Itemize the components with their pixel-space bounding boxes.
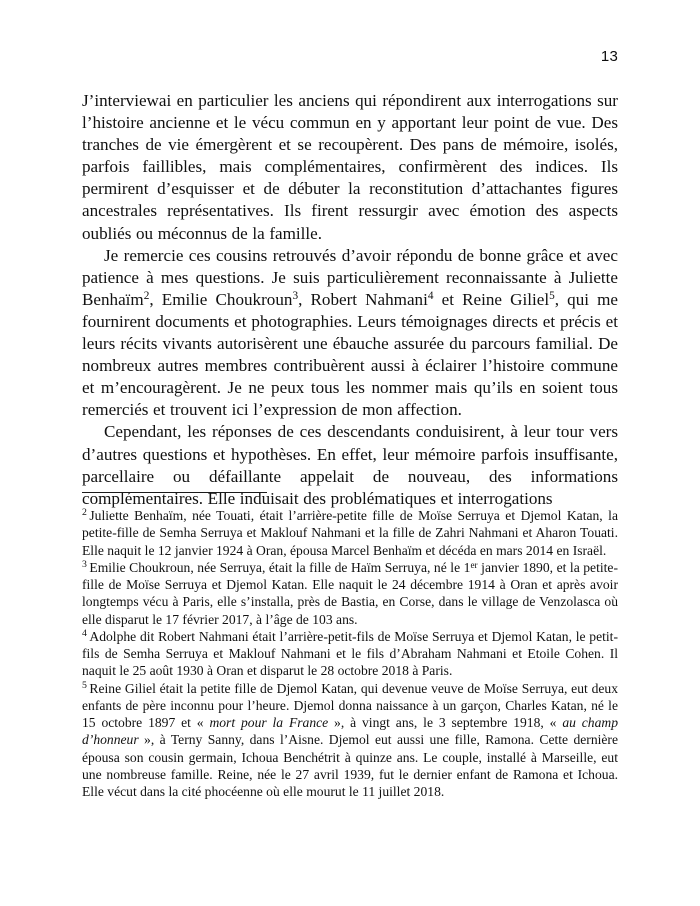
footnote-area [82, 492, 618, 800]
paragraph-cependant: Cependant, les réponses de ces descendants conduisirent, à leur tour vers d’autres questions et hypothèses. En effet, leur mémoire parfois insuffisante, parcellaire ou défaillante appelait de nouveau, des informations complémentaires. Elle induisait des problématiques et interrogations [82, 422, 618, 508]
italic-phrase: au champ d’honneur [82, 715, 619, 748]
paragraph-interview: J’interviewai en particulier les anciens qui répondirent aux interrogations sur l’histoire ancienne et le vécu commun en y apportant leur point de vue. Des tranches de vie émergèrent et se recoupèrent. Des pans de mémoire, isolés, parfois faillibles, mais complémentaires, confirmèrent des indices. Ils permirent d’esquisser et de débuter la reconstitution d’attachantes figures ancestrales représentatives. Ils firent ressurgir avec émotion des aspects oubliés ou méconnus de la famille. [82, 91, 618, 243]
footnote-marker: 2 [82, 507, 87, 519]
page-number: 13 [600, 48, 618, 65]
footnote-3: $^3$ Emilie Choukroun, née Serruya, était la fille de Haïm Serruya, né le 1er janvier 1890, et la petite-fille de Moïse Serruya et Djemol Katan. Elle naquit le 24 décembre 1914 à Oran et après avoir longtemps vécu à Paris, elle s’installa, près de Bastia, en Corse, dans le village de Venzolasca où elle disparut le 17 février 2017, à l’âge de 103 ans. [82, 559, 618, 627]
footnote-reference[interactable]: 3 [292, 289, 299, 302]
footnote-reference[interactable]: 4 [427, 289, 434, 302]
footnote-marker: 4 [82, 628, 87, 640]
ordinal-suffix: er [470, 559, 478, 570]
footnote-5: $^5$ Reine Giliel était la petite fille de Djemol Katan, qui devenue veuve de Moïse Serruya, eut deux enfants de père inconnu pour l’heure. Djemol donna naissance à un garçon, Charles Katan, né le 15 octobre 1897 et « mort pour la France », à vingt ans, le 3 septembre 1918, « au champ d’honneur », à Terny Sanny, dans l’Aisne. Djemol eut aussi une fille, Ramona. Cette dernière épousa son cousin germain, Ichoua Benchétrit à quinze ans. Le couple, installé à Marseille, eut une nombreuse famille. Reine, née le 27 avril 1939, fut le dernier enfant de Ramona et Ichoua. Elle vécut dans la cité phocéenne où elle mourut le 11 juillet 2018. [82, 679, 619, 799]
footnote-reference[interactable]: 2 [143, 289, 150, 302]
footnote-marker: 5 [82, 679, 87, 691]
footnote-separator-rule [82, 492, 267, 493]
body-text-block [82, 90, 618, 510]
italic-phrase: mort pour la France [209, 715, 329, 730]
footnote-2: $^2$ Juliette Benhaïm, née Touati, était l’arrière-petite fille de Moïse Serruya et Djemol Katan, la petite-fille de Semha Serruya et Maklouf Nahmani et la fille de Zahri Nahmani et Aharon Touati. Elle naquit le 12 janvier 1924 à Oran, épousa Marcel Benhaïm et décéda en mars 2014 en Israël. [82, 507, 618, 558]
paragraph-remerciements: Je remercie ces cousins retrouvés d’avoir répondu de bonne grâce et avec patience à mes questions. Je suis particulièrement reconnaissante à Juliette Benhaïm$^2$, Emilie Choukroun$^3$, Robert Nahmani$^4$ et Reine Giliel$^5$, qui me fournirent documents et photographies. Leurs témoignages directs et précis et leurs récits vivants autorisèrent une ébauche assurée du parcours familial. De nombreux autres membres contribuèrent aussi à éclairer l’histoire commune et m’encouragèrent. Je ne peux tous les nommer mais qu’ils en soient tous remerciés et trouvent ici l’expression de mon affection. [82, 245, 619, 420]
footnote-reference[interactable]: 5 [549, 289, 555, 302]
footnote-marker: 3 [82, 559, 87, 571]
footnote-4: $^4$ Adolphe dit Robert Nahmani était l’arrière-petit-fils de Moïse Serruya et Djemol Katan, le petit-fils de Semha Serruya et Maklouf Nahmani et le fils d’Abraham Nahmani et Etoile Cohen. Il naquit le 25 août 1930 à Oran et disparut le 28 octobre 2018 à Paris. [82, 628, 618, 679]
